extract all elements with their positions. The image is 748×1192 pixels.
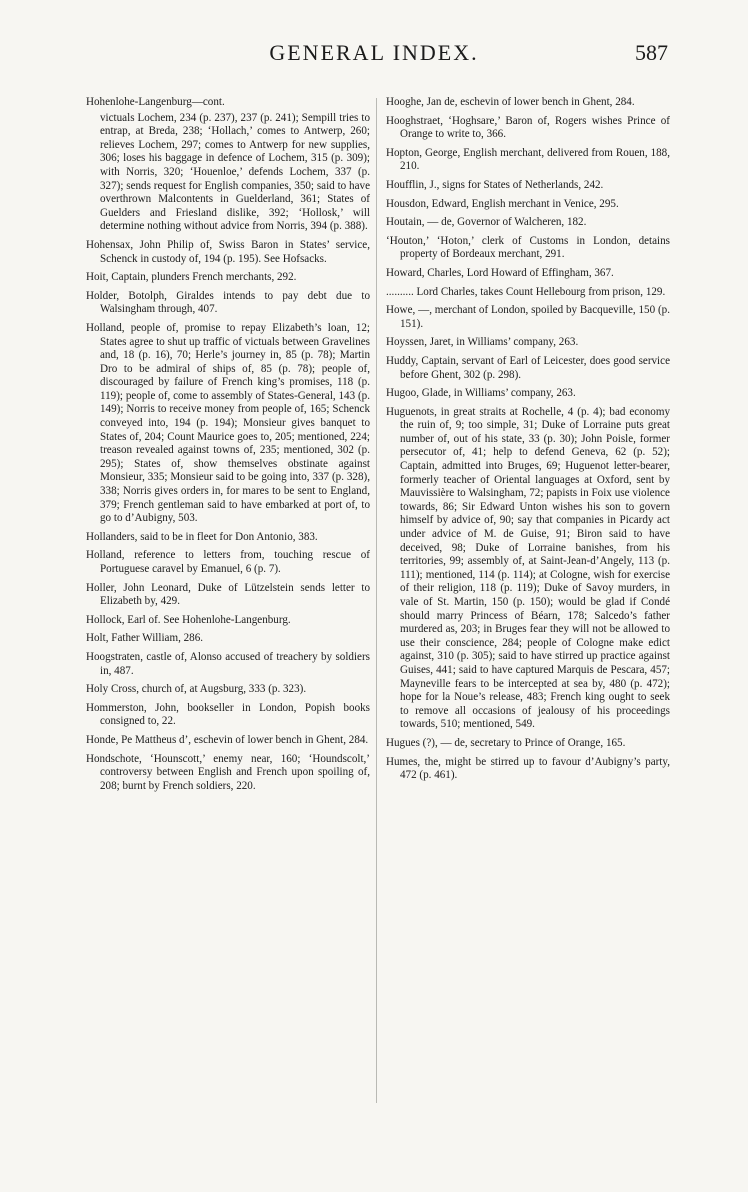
index-entry: Hopton, George, English merchant, delivered from Rouen, 188, 210. — [386, 146, 670, 173]
index-entry: Houfflin, J., signs for States of Netherlands, 242. — [386, 178, 604, 191]
index-entry: victuals Lochem, 234 (p. 237), 237 (p. 241); Sempill tries to entrap, at Breda, 238; ‘Hollach,’ comes to Antwerp, 260; relieves Lochem, 297; comes to Antwerp for new supplies, 306; loses his baggage in defence of Lochem, 315 (p. 309); with Norris, 320; ‘Houenloe,’ defends Lochem, 337 (p. 327); sends request for English companies, 350; said to have overthrown Malcontents in Guelderland, 361; States of Guelders and Friesland dislike, 392; ‘Hollosk,’ will determine nothing without advice from Norris, 394 (p. 388). — [100, 111, 370, 233]
index-entry: Hoyssen, Jaret, in Williams’ company, 263. — [386, 336, 579, 349]
index-entry: Huddy, Captain, servant of Earl of Leicester, does good service before Ghent, 302 (p. 298). — [386, 354, 670, 381]
index-entry: Hoit, Captain, plunders French merchants, 292. — [86, 271, 297, 284]
index-entry: Hooghe, Jan de, eschevin of lower bench in Ghent, 284. — [386, 96, 635, 108]
index-columns — [86, 96, 670, 1176]
index-entry: Hollanders, said to be in fleet for Don Antonio, 383. — [86, 530, 318, 543]
index-entry: ‘Houton,’ ‘Hoton,’ clerk of Customs in London, detains property of Bordeaux merchant, 291. — [386, 234, 670, 261]
index-entry: .......... Lord Charles, takes Count Hellebourg from prison, 129. — [386, 285, 666, 298]
index-entry: Howe, —, merchant of London, spoiled by Bacqueville, 150 (p. 151). — [386, 304, 670, 330]
page-header — [0, 40, 748, 76]
index-entry: Hugoo, Glade, in Williams’ company, 263. — [386, 387, 576, 400]
index-entry: Hugues (?), — de, secretary to Prince of Orange, 165. — [386, 736, 626, 749]
index-entry: Hollock, Earl of. See Hohenlohe-Langenburg. — [86, 613, 291, 626]
running-title: GENERAL INDEX. — [269, 40, 479, 65]
index-entry: Hoogstraten, castle of, Alonso accused of treachery by soldiers in, 487. — [86, 650, 370, 677]
index-entry: Holler, John Leonard, Duke of Lützelstein sends letter to Elizabeth by, 429. — [86, 581, 370, 608]
index-entry: Hohensax, John Philip of, Swiss Baron in States’ service, Schenck in custody of, 194 (p. 195). See Hofsacks. — [86, 238, 370, 265]
index-entry: Holland, people of, promise to repay Elizabeth’s loan, 12; States agree to shut up traffic of victuals between Gravelines and, 18 (p. 16), 70; Herle’s journey in, 85 (p. 78); Martin Dro to be admiral of ships of, 85 (p. 78); people of, discouraged by failure of French king’s promises, 118 (p. 119); people of, come to assembly of States-General, 143 (p. 149); Norris to receive money from people of, 165; Schenck conveyed into, 194 (p. 194); Monsieur gives banquet to States of, 204; Count Maurice goes to, 205; mentioned, 224; treason revealed against towns of, 235; mentioned, 302 (p. 295); States of, show themselves obstinate against Monsieur, 335; Monsieur said to be going into, 337 (p. 328), 338; Norris gives orders in, for mares to be sent to England, 379; French gentleman said to have embarked at port of, to go to d’Aubigny, 503. — [86, 321, 370, 525]
index-entry: Houtain, — de, Governor of Walcheren, 182. — [386, 216, 587, 229]
left-column — [86, 96, 370, 798]
page-number: 587 — [635, 40, 668, 65]
index-entry: Hondschote, ‘Hounscott,’ enemy near, 160; ‘Houndscolt,’ controversy between English and French upon spoiling of, 208; burnt by French soldiers, 220. — [86, 752, 370, 792]
index-entry: Humes, the, might be stirred up to favour d’Aubigny’s party, 472 (p. 461). — [386, 755, 670, 782]
index-entry: Housdon, Edward, English merchant in Venice, 295. — [386, 197, 619, 210]
index-entry: Huguenots, in great straits at Rochelle, 4 (p. 4); bad economy the ruin of, 9; too simple, 31; Duke of Lorraine puts great number of, out of his state, 33 (p. 30); John Poisle, former persecutor of, 41; help to defend Geneva, 62 (p. 52); Captain, admitted into Bruges, 69; Huguenot letter-bearer, formerly teacher of Oriental languages at Oxford, sent by Mauvissière to Walsingham, 72; papists in Foix use violence towards, 86; Sir Edward Unton wishes his son to govern himself by advice of, 90; say that companies in Picardy act under advice of M. de Guise, 91; Biron said to have deceived, 98; Duke of Lorraine banishes, from his territories, 99; assembly of, at Saint-Jean-d’Angely, 113 (p. 111); mentioned, 114 (p. 114); at Cologne, wish for exercise of their religion, 118 (p. 119); Duke of Savoy murders, in vale of St. Martin, 150 (p. 150); would be glad if Condé should marry Princess of Béarn, 178; Salcedo’s father murdered as, 203; in Bruges fear they will not be allowed to use their conscience, 284; people of Cologne make edict against, 310 (p. 305); said to have stirred up practice against Guises, 441; said to have captured Marquis de Pescara, 457; Mayneville fears to be intercepted at sea by, 480 (p. 472); hope for la Noue’s release, 483; French king ought to seek to remove all occasions of jealousy of his proceedings towards, 510; mentioned, 549. — [386, 405, 670, 731]
index-entry: Honde, Pe Mattheus d’, eschevin of lower bench in Ghent, 284. — [86, 733, 369, 746]
index-entry: Holy Cross, church of, at Augsburg, 333 (p. 323). — [86, 683, 307, 696]
index-entry: Hommerston, John, bookseller in London, Popish books consigned to, 22. — [86, 701, 370, 728]
right-column — [386, 96, 670, 788]
index-entry: Holt, Father William, 286. — [86, 632, 204, 645]
index-entry: Hooghstraet, ‘Hoghsare,’ Baron of, Rogers wishes Prince of Orange to write to, 366. — [386, 114, 670, 141]
index-entry: Holland, reference to letters from, touching rescue of Portuguese caravel by Emanuel, 6 (p. 7). — [86, 549, 370, 575]
index-entry: Holder, Botolph, Giraldes intends to pay debt due to Walsingham through, 407. — [86, 289, 370, 316]
column-divider — [376, 98, 377, 1103]
index-entry: Howard, Charles, Lord Howard of Effingham, 367. — [386, 266, 614, 279]
index-entry-heading: Hohenlohe-Langenburg—cont. — [86, 96, 225, 108]
